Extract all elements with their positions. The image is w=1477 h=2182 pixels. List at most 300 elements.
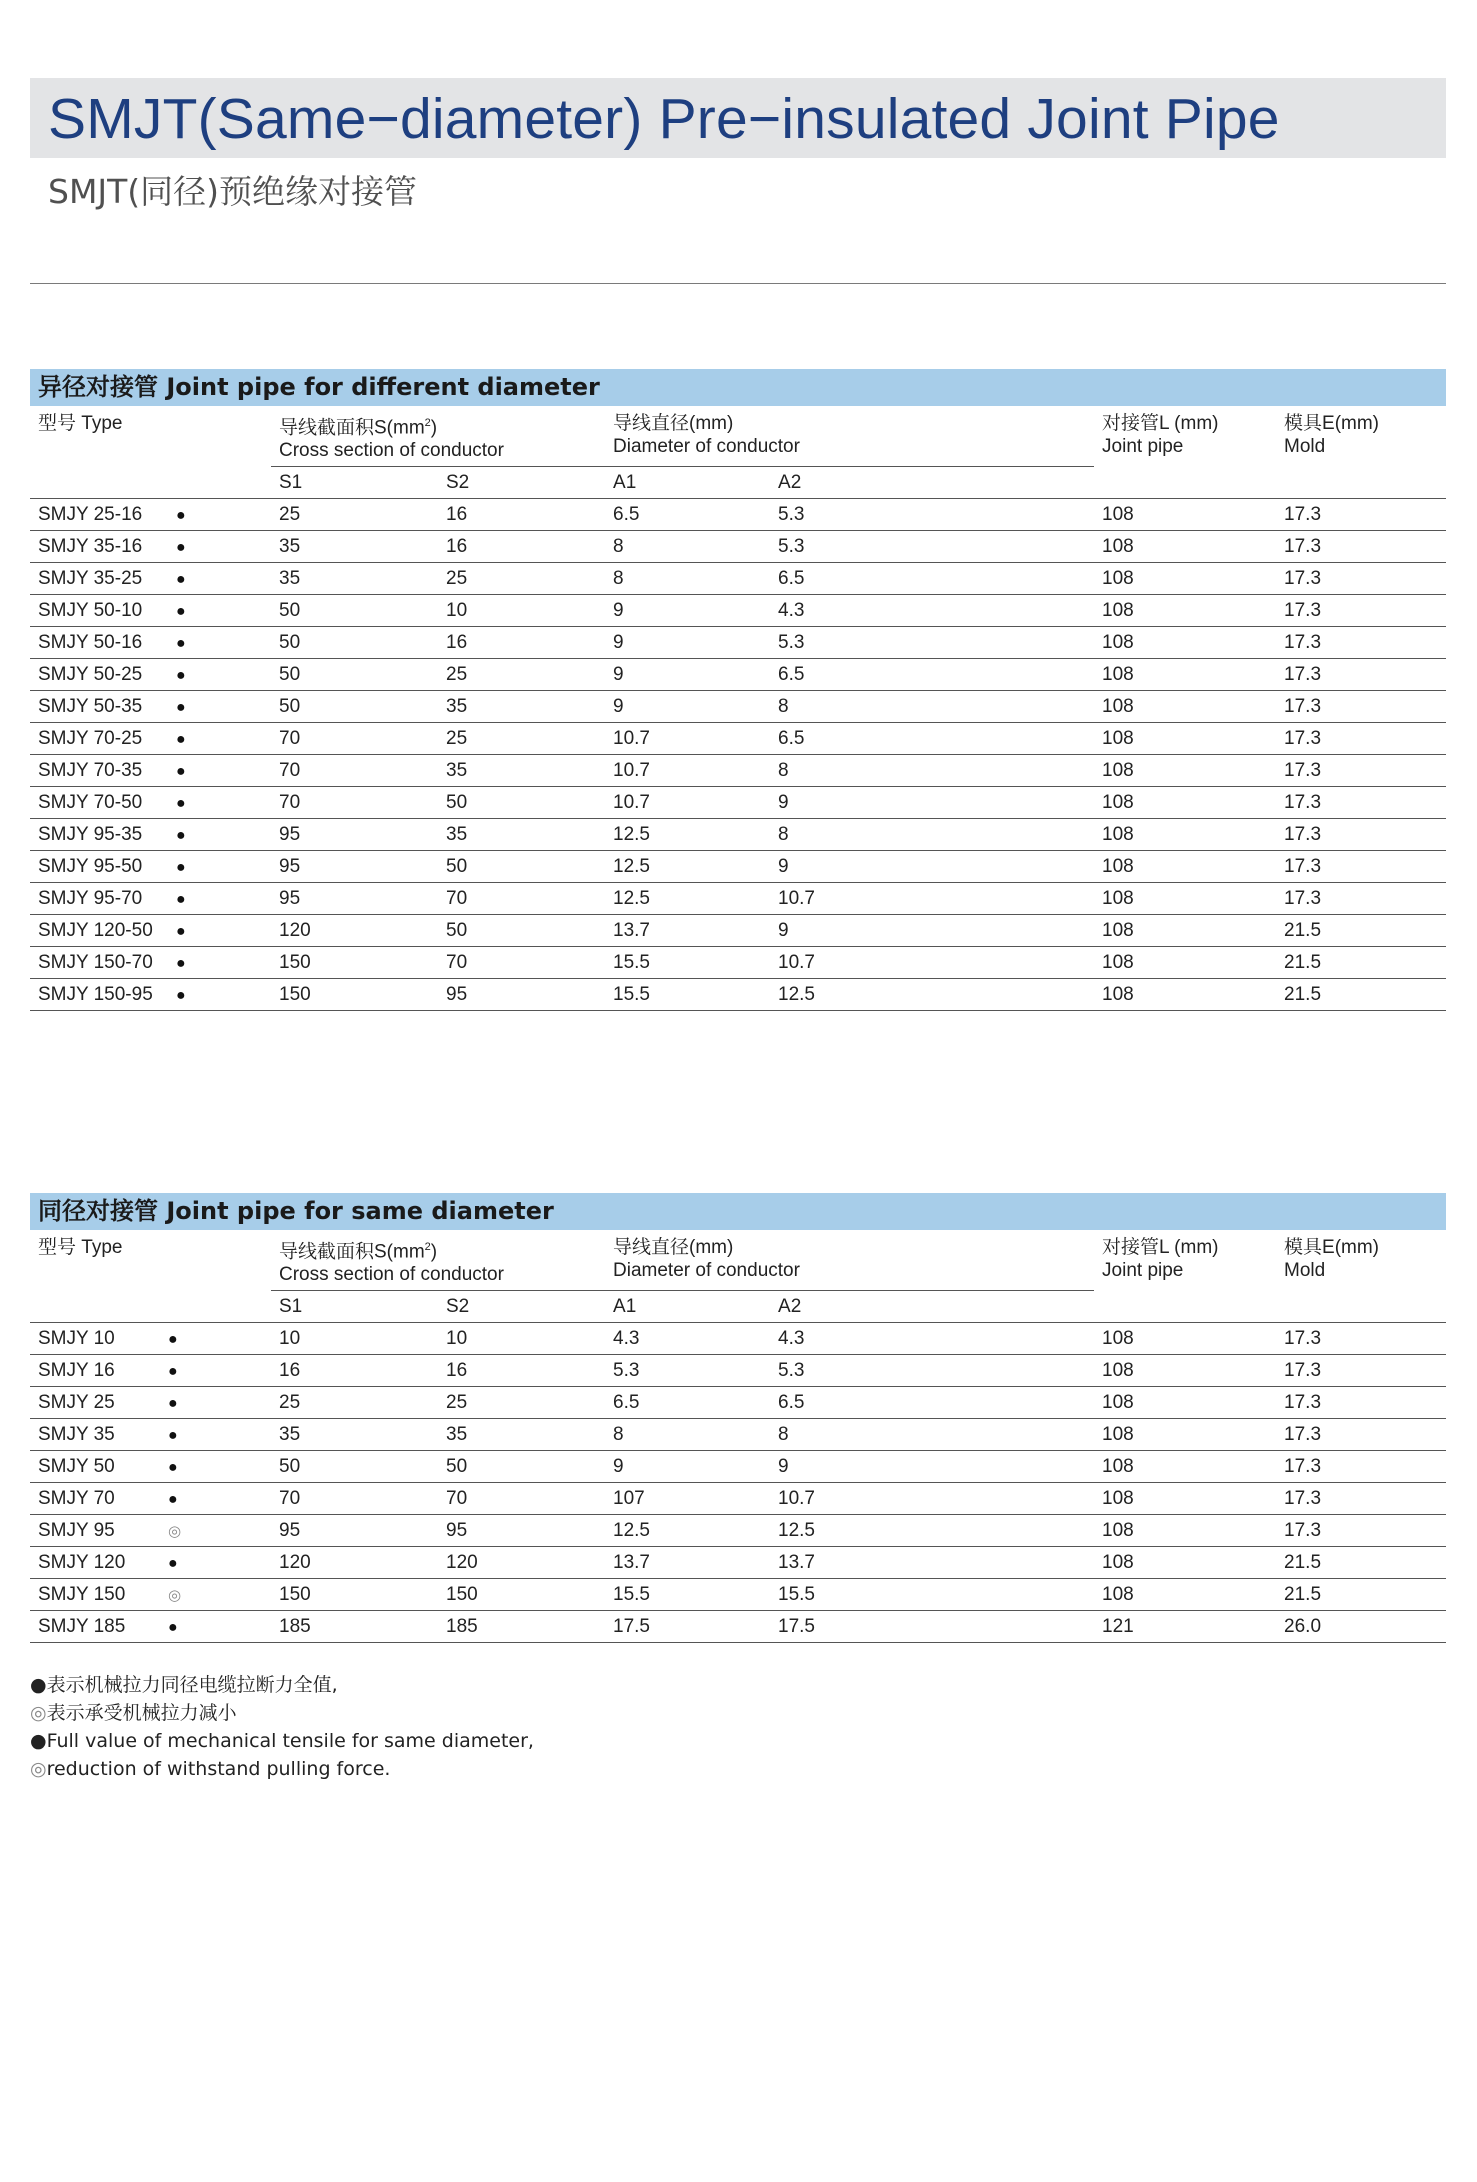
cell-s1: 95 bbox=[271, 1515, 438, 1547]
cell-a2: 5.3 bbox=[770, 499, 1094, 531]
type-label: SMJY 25 bbox=[38, 1391, 115, 1413]
type-label: SMJY 120-50 bbox=[38, 919, 153, 941]
table-body bbox=[30, 1323, 1446, 1643]
cell-s2: 120 bbox=[438, 1547, 605, 1579]
type-label: SMJY 35-25 bbox=[38, 567, 143, 589]
table-row bbox=[30, 499, 1446, 531]
cell-a2: 4.3 bbox=[770, 1323, 1094, 1355]
col-mold: 模具E(mm) Mold bbox=[1284, 413, 1380, 457]
cell-s1: 120 bbox=[271, 915, 438, 947]
type-label: SMJY 95-35 bbox=[38, 823, 143, 845]
cell-mold: 17.3 bbox=[1276, 1387, 1446, 1419]
cell-s1: 70 bbox=[271, 723, 438, 755]
cell-type bbox=[30, 691, 271, 723]
cell-joint-pipe: 121 bbox=[1094, 1611, 1276, 1643]
cell-a2: 8 bbox=[770, 691, 1094, 723]
cell-type bbox=[30, 1323, 271, 1355]
col-cross-section: 导线截面积$S(mm^2)$ Cross section of conductor bbox=[279, 1241, 504, 1286]
table-row bbox=[30, 915, 1446, 947]
cell-s2: 50 bbox=[438, 915, 605, 947]
cell-s2: 16 bbox=[438, 531, 605, 563]
cell-a1: 9 bbox=[605, 627, 770, 659]
cell-a1: 9 bbox=[605, 691, 770, 723]
cell-a1: 10.7 bbox=[605, 787, 770, 819]
cell-mold: 17.3 bbox=[1276, 1419, 1446, 1451]
different-diameter-table bbox=[30, 406, 1446, 1011]
hollow-circle-icon: ◎ bbox=[30, 1702, 47, 1724]
cell-s1: 70 bbox=[271, 755, 438, 787]
cell-a2: 12.5 bbox=[770, 1515, 1094, 1547]
cell-a2: 6.5 bbox=[770, 563, 1094, 595]
cell-a2: 10.7 bbox=[770, 883, 1094, 915]
cell-s2: 95 bbox=[438, 979, 605, 1011]
filled-dot-icon: ● bbox=[176, 986, 186, 1004]
cell-a2: 4.3 bbox=[770, 595, 1094, 627]
cell-s2: 35 bbox=[438, 819, 605, 851]
footnote-text: 表示承受机械拉力减小 bbox=[46, 1702, 237, 1724]
cell-a1: 9 bbox=[605, 1451, 770, 1483]
col-s1: S1 bbox=[271, 1291, 438, 1323]
cell-joint-pipe: 108 bbox=[1094, 883, 1276, 915]
cell-s1: 25 bbox=[271, 1387, 438, 1419]
cell-type bbox=[30, 787, 271, 819]
footnote-line bbox=[30, 1699, 534, 1727]
cell-a2: 8 bbox=[770, 755, 1094, 787]
cell-a1: 5.3 bbox=[605, 1355, 770, 1387]
filled-dot-icon: ● bbox=[168, 1458, 178, 1476]
cell-joint-pipe: 108 bbox=[1094, 851, 1276, 883]
cell-a2: 6.5 bbox=[770, 1387, 1094, 1419]
table-row bbox=[30, 851, 1446, 883]
col-joint-pipe: 对接管L (mm) Joint pipe bbox=[1102, 1237, 1219, 1281]
cell-s2: 50 bbox=[438, 787, 605, 819]
footnote-text: 表示机械拉力同径电缆拉断力全值, bbox=[46, 1674, 338, 1696]
cell-a1: 15.5 bbox=[605, 979, 770, 1011]
table-row bbox=[30, 787, 1446, 819]
type-label: SMJY 50-35 bbox=[38, 695, 143, 717]
cell-joint-pipe: 108 bbox=[1094, 595, 1276, 627]
cell-s2: 35 bbox=[438, 691, 605, 723]
cell-s2: 10 bbox=[438, 1323, 605, 1355]
table-row bbox=[30, 691, 1446, 723]
cell-mold: 21.5 bbox=[1276, 1579, 1446, 1611]
cell-joint-pipe: 108 bbox=[1094, 691, 1276, 723]
cell-mold: 17.3 bbox=[1276, 1355, 1446, 1387]
cell-a1: 17.5 bbox=[605, 1611, 770, 1643]
cell-mold: 21.5 bbox=[1276, 1547, 1446, 1579]
cell-s2: 25 bbox=[438, 1387, 605, 1419]
type-label: SMJY 70-50 bbox=[38, 791, 143, 813]
cell-a2: 10.7 bbox=[770, 947, 1094, 979]
cell-s1: 50 bbox=[271, 659, 438, 691]
cell-a2: 8 bbox=[770, 1419, 1094, 1451]
filled-dot-icon: ● bbox=[30, 1674, 47, 1696]
col-a1: A1 bbox=[605, 467, 770, 499]
cell-joint-pipe: 108 bbox=[1094, 531, 1276, 563]
cell-s2: 16 bbox=[438, 499, 605, 531]
cell-type bbox=[30, 755, 271, 787]
cell-a2: 5.3 bbox=[770, 531, 1094, 563]
table-row bbox=[30, 1483, 1446, 1515]
type-label: SMJY 150-70 bbox=[38, 951, 153, 973]
cell-joint-pipe: 108 bbox=[1094, 1547, 1276, 1579]
cell-s1: 70 bbox=[271, 1483, 438, 1515]
table-row bbox=[30, 947, 1446, 979]
col-a2: A2 bbox=[770, 467, 1094, 499]
filled-dot-icon: ● bbox=[168, 1490, 178, 1508]
cell-a1: 6.5 bbox=[605, 1387, 770, 1419]
cell-mold: 17.3 bbox=[1276, 659, 1446, 691]
cell-a2: 6.5 bbox=[770, 723, 1094, 755]
cell-a1: 12.5 bbox=[605, 883, 770, 915]
cell-mold: 17.3 bbox=[1276, 883, 1446, 915]
cell-type bbox=[30, 1387, 271, 1419]
section-heading: 异径对接管 Joint pipe for different diameter bbox=[30, 369, 1446, 406]
filled-dot-icon: ● bbox=[30, 1730, 47, 1752]
cell-mold: 17.3 bbox=[1276, 1451, 1446, 1483]
cell-joint-pipe: 108 bbox=[1094, 1451, 1276, 1483]
cell-type bbox=[30, 1419, 271, 1451]
cell-type bbox=[30, 979, 271, 1011]
table-row bbox=[30, 627, 1446, 659]
cell-joint-pipe: 108 bbox=[1094, 1355, 1276, 1387]
table-row bbox=[30, 1355, 1446, 1387]
cell-a1: 6.5 bbox=[605, 499, 770, 531]
type-label: SMJY 35-16 bbox=[38, 535, 143, 557]
table-row bbox=[30, 979, 1446, 1011]
footnote-line bbox=[30, 1671, 534, 1699]
cell-type bbox=[30, 723, 271, 755]
table-row bbox=[30, 883, 1446, 915]
hollow-circle-icon: ◎ bbox=[168, 1586, 182, 1604]
cell-mold: 17.3 bbox=[1276, 1323, 1446, 1355]
filled-dot-icon: ● bbox=[176, 602, 186, 620]
cell-s1: 50 bbox=[271, 1451, 438, 1483]
cell-mold: 21.5 bbox=[1276, 915, 1446, 947]
cell-mold: 17.3 bbox=[1276, 1515, 1446, 1547]
cell-joint-pipe: 108 bbox=[1094, 1419, 1276, 1451]
col-type: 型号 Type bbox=[38, 1237, 123, 1258]
cell-joint-pipe: 108 bbox=[1094, 659, 1276, 691]
cell-joint-pipe: 108 bbox=[1094, 1579, 1276, 1611]
cell-type bbox=[30, 531, 271, 563]
cell-type bbox=[30, 915, 271, 947]
cell-s2: 50 bbox=[438, 1451, 605, 1483]
filled-dot-icon: ● bbox=[176, 890, 186, 908]
cell-a1: 15.5 bbox=[605, 1579, 770, 1611]
table-row bbox=[30, 1611, 1446, 1643]
cell-a1: 9 bbox=[605, 595, 770, 627]
type-label: SMJY 70-35 bbox=[38, 759, 143, 781]
cell-joint-pipe: 108 bbox=[1094, 819, 1276, 851]
cell-a2: 12.5 bbox=[770, 979, 1094, 1011]
same-diameter-table bbox=[30, 1230, 1446, 1643]
cell-s1: 95 bbox=[271, 819, 438, 851]
cell-mold: 17.3 bbox=[1276, 787, 1446, 819]
type-label: SMJY 95-70 bbox=[38, 887, 143, 909]
cell-type bbox=[30, 1515, 271, 1547]
type-label: SMJY 150 bbox=[38, 1583, 126, 1605]
cell-a2: 17.5 bbox=[770, 1611, 1094, 1643]
cell-s1: 35 bbox=[271, 531, 438, 563]
cell-joint-pipe: 108 bbox=[1094, 1323, 1276, 1355]
cell-mold: 17.3 bbox=[1276, 499, 1446, 531]
col-joint-pipe: 对接管L (mm) Joint pipe bbox=[1102, 413, 1219, 457]
type-label: SMJY 120 bbox=[38, 1551, 126, 1573]
table-row bbox=[30, 563, 1446, 595]
cell-mold: 17.3 bbox=[1276, 723, 1446, 755]
cell-type bbox=[30, 563, 271, 595]
page-title: SMJT(Same−diameter) Pre−insulated Joint Pipe bbox=[48, 87, 1280, 151]
cell-type bbox=[30, 1355, 271, 1387]
cell-mold: 26.0 bbox=[1276, 1611, 1446, 1643]
cell-a2: 5.3 bbox=[770, 1355, 1094, 1387]
col-a2: A2 bbox=[770, 1291, 1094, 1323]
filled-dot-icon: ● bbox=[168, 1394, 178, 1412]
filled-dot-icon: ● bbox=[176, 858, 186, 876]
footnote-line bbox=[30, 1727, 534, 1755]
cell-a1: 10.7 bbox=[605, 755, 770, 787]
cell-joint-pipe: 108 bbox=[1094, 499, 1276, 531]
cell-s1: 16 bbox=[271, 1355, 438, 1387]
cell-mold: 17.3 bbox=[1276, 595, 1446, 627]
different-diameter-section bbox=[30, 369, 1446, 1011]
footnote-text: reduction of withstand pulling force. bbox=[46, 1758, 391, 1780]
filled-dot-icon: ● bbox=[168, 1554, 178, 1572]
table-row bbox=[30, 595, 1446, 627]
cell-s1: 35 bbox=[271, 1419, 438, 1451]
cell-a2: 6.5 bbox=[770, 659, 1094, 691]
cell-s2: 50 bbox=[438, 851, 605, 883]
filled-dot-icon: ● bbox=[168, 1618, 178, 1636]
table-row bbox=[30, 1547, 1446, 1579]
filled-dot-icon: ● bbox=[176, 954, 186, 972]
cell-type bbox=[30, 819, 271, 851]
cell-joint-pipe: 108 bbox=[1094, 979, 1276, 1011]
cell-a1: 8 bbox=[605, 1419, 770, 1451]
cell-a2: 9 bbox=[770, 1451, 1094, 1483]
table-row bbox=[30, 723, 1446, 755]
cell-type bbox=[30, 595, 271, 627]
type-label: SMJY 50-16 bbox=[38, 631, 143, 653]
cell-s1: 70 bbox=[271, 787, 438, 819]
cell-s1: 10 bbox=[271, 1323, 438, 1355]
cell-type bbox=[30, 1483, 271, 1515]
table-row bbox=[30, 1387, 1446, 1419]
type-label: SMJY 50 bbox=[38, 1455, 115, 1477]
type-label: SMJY 25-16 bbox=[38, 503, 143, 525]
cell-a1: 12.5 bbox=[605, 851, 770, 883]
cell-mold: 17.3 bbox=[1276, 691, 1446, 723]
cell-type bbox=[30, 947, 271, 979]
cell-s2: 25 bbox=[438, 723, 605, 755]
filled-dot-icon: ● bbox=[168, 1426, 178, 1444]
cell-a2: 10.7 bbox=[770, 1483, 1094, 1515]
table-body bbox=[30, 499, 1446, 1011]
cell-type bbox=[30, 883, 271, 915]
col-cross-section: 导线截面积$S(mm^2)$ Cross section of conductor bbox=[279, 417, 504, 462]
filled-dot-icon: ● bbox=[176, 826, 186, 844]
cell-s2: 25 bbox=[438, 659, 605, 691]
cell-a2: 9 bbox=[770, 851, 1094, 883]
cell-joint-pipe: 108 bbox=[1094, 787, 1276, 819]
cell-mold: 17.3 bbox=[1276, 819, 1446, 851]
cell-s2: 35 bbox=[438, 755, 605, 787]
cell-mold: 17.3 bbox=[1276, 627, 1446, 659]
cell-s1: 25 bbox=[271, 499, 438, 531]
cell-type bbox=[30, 1579, 271, 1611]
cell-a2: 13.7 bbox=[770, 1547, 1094, 1579]
filled-dot-icon: ● bbox=[176, 762, 186, 780]
cell-joint-pipe: 108 bbox=[1094, 723, 1276, 755]
cell-joint-pipe: 108 bbox=[1094, 755, 1276, 787]
table-row bbox=[30, 1579, 1446, 1611]
type-label: SMJY 185 bbox=[38, 1615, 126, 1637]
cell-mold: 17.3 bbox=[1276, 563, 1446, 595]
cell-s2: 25 bbox=[438, 563, 605, 595]
cell-joint-pipe: 108 bbox=[1094, 1515, 1276, 1547]
col-type: 型号 Type bbox=[38, 413, 123, 434]
cell-joint-pipe: 108 bbox=[1094, 563, 1276, 595]
filled-dot-icon: ● bbox=[176, 698, 186, 716]
type-label: SMJY 35 bbox=[38, 1423, 115, 1445]
cell-a1: 15.5 bbox=[605, 947, 770, 979]
cell-joint-pipe: 108 bbox=[1094, 947, 1276, 979]
cell-s2: 185 bbox=[438, 1611, 605, 1643]
cell-joint-pipe: 108 bbox=[1094, 915, 1276, 947]
cell-a1: 13.7 bbox=[605, 1547, 770, 1579]
type-label: SMJY 70 bbox=[38, 1487, 115, 1509]
table-row bbox=[30, 755, 1446, 787]
type-label: SMJY 16 bbox=[38, 1359, 115, 1381]
table-row bbox=[30, 1323, 1446, 1355]
cell-s1: 185 bbox=[271, 1611, 438, 1643]
cell-a1: 13.7 bbox=[605, 915, 770, 947]
cell-a1: 12.5 bbox=[605, 1515, 770, 1547]
cell-s2: 70 bbox=[438, 883, 605, 915]
divider bbox=[30, 283, 1446, 284]
type-label: SMJY 95-50 bbox=[38, 855, 143, 877]
cell-a1: 8 bbox=[605, 563, 770, 595]
cell-joint-pipe: 108 bbox=[1094, 1387, 1276, 1419]
cell-mold: 17.3 bbox=[1276, 851, 1446, 883]
cell-s2: 150 bbox=[438, 1579, 605, 1611]
cell-s1: 150 bbox=[271, 979, 438, 1011]
cell-type bbox=[30, 851, 271, 883]
cell-type bbox=[30, 1547, 271, 1579]
cell-s1: 50 bbox=[271, 691, 438, 723]
table-row bbox=[30, 1419, 1446, 1451]
cell-s2: 70 bbox=[438, 1483, 605, 1515]
table-row bbox=[30, 819, 1446, 851]
hollow-circle-icon: ◎ bbox=[30, 1758, 47, 1780]
cell-mold: 21.5 bbox=[1276, 979, 1446, 1011]
cell-a1: 12.5 bbox=[605, 819, 770, 851]
table-row bbox=[30, 1451, 1446, 1483]
cell-a1: 10.7 bbox=[605, 723, 770, 755]
table-row bbox=[30, 1515, 1446, 1547]
filled-dot-icon: ● bbox=[176, 634, 186, 652]
type-label: SMJY 150-95 bbox=[38, 983, 153, 1005]
cell-a1: 9 bbox=[605, 659, 770, 691]
footnote-text: Full value of mechanical tensile for same diameter, bbox=[46, 1730, 534, 1752]
cell-s2: 16 bbox=[438, 1355, 605, 1387]
cell-type bbox=[30, 659, 271, 691]
cell-mold: 17.3 bbox=[1276, 531, 1446, 563]
type-label: SMJY 50-10 bbox=[38, 599, 143, 621]
type-label: SMJY 50-25 bbox=[38, 663, 143, 685]
col-diameter: 导线直径(mm) Diameter of conductor bbox=[613, 1237, 800, 1281]
cell-s1: 50 bbox=[271, 627, 438, 659]
col-s2: S2 bbox=[438, 467, 605, 499]
filled-dot-icon: ● bbox=[176, 730, 186, 748]
type-label: SMJY 95 bbox=[38, 1519, 115, 1541]
filled-dot-icon: ● bbox=[176, 570, 186, 588]
type-label: SMJY 70-25 bbox=[38, 727, 143, 749]
cell-joint-pipe: 108 bbox=[1094, 627, 1276, 659]
filled-dot-icon: ● bbox=[168, 1330, 178, 1348]
col-diameter: 导线直径(mm) Diameter of conductor bbox=[613, 413, 800, 457]
cell-s2: 70 bbox=[438, 947, 605, 979]
cell-type bbox=[30, 627, 271, 659]
cell-s1: 35 bbox=[271, 563, 438, 595]
cell-s1: 150 bbox=[271, 1579, 438, 1611]
cell-a1: 8 bbox=[605, 531, 770, 563]
cell-s2: 16 bbox=[438, 627, 605, 659]
col-a1: A1 bbox=[605, 1291, 770, 1323]
filled-dot-icon: ● bbox=[168, 1362, 178, 1380]
cell-a2: 8 bbox=[770, 819, 1094, 851]
cell-s2: 95 bbox=[438, 1515, 605, 1547]
cell-s1: 50 bbox=[271, 595, 438, 627]
cell-mold: 17.3 bbox=[1276, 755, 1446, 787]
cell-a2: 9 bbox=[770, 787, 1094, 819]
type-label: SMJY 10 bbox=[38, 1327, 115, 1349]
same-diameter-section bbox=[30, 1193, 1446, 1643]
cell-a1: 107 bbox=[605, 1483, 770, 1515]
col-mold: 模具E(mm) Mold bbox=[1284, 1237, 1380, 1281]
cell-a1: 4.3 bbox=[605, 1323, 770, 1355]
page-subtitle: SMJT(同径)预绝缘对接管 bbox=[48, 172, 418, 211]
cell-type bbox=[30, 1611, 271, 1643]
cell-s2: 35 bbox=[438, 1419, 605, 1451]
cell-type bbox=[30, 1451, 271, 1483]
table-row bbox=[30, 531, 1446, 563]
cell-mold: 21.5 bbox=[1276, 947, 1446, 979]
filled-dot-icon: ● bbox=[176, 794, 186, 812]
filled-dot-icon: ● bbox=[176, 538, 186, 556]
cell-s2: 10 bbox=[438, 595, 605, 627]
cell-a2: 9 bbox=[770, 915, 1094, 947]
filled-dot-icon: ● bbox=[176, 666, 186, 684]
cell-joint-pipe: 108 bbox=[1094, 1483, 1276, 1515]
cell-a2: 5.3 bbox=[770, 627, 1094, 659]
cell-mold: 17.3 bbox=[1276, 1483, 1446, 1515]
table-row bbox=[30, 659, 1446, 691]
cell-s1: 150 bbox=[271, 947, 438, 979]
cell-s1: 120 bbox=[271, 1547, 438, 1579]
section-heading: 同径对接管 Joint pipe for same diameter bbox=[30, 1193, 1446, 1230]
cell-type bbox=[30, 499, 271, 531]
filled-dot-icon: ● bbox=[176, 922, 186, 940]
footnote-line bbox=[30, 1755, 534, 1783]
filled-dot-icon: ● bbox=[176, 506, 186, 524]
cell-a2: 15.5 bbox=[770, 1579, 1094, 1611]
cell-s1: 95 bbox=[271, 883, 438, 915]
hollow-circle-icon: ◎ bbox=[168, 1522, 182, 1540]
footnotes bbox=[30, 1671, 534, 1783]
cell-s1: 95 bbox=[271, 851, 438, 883]
